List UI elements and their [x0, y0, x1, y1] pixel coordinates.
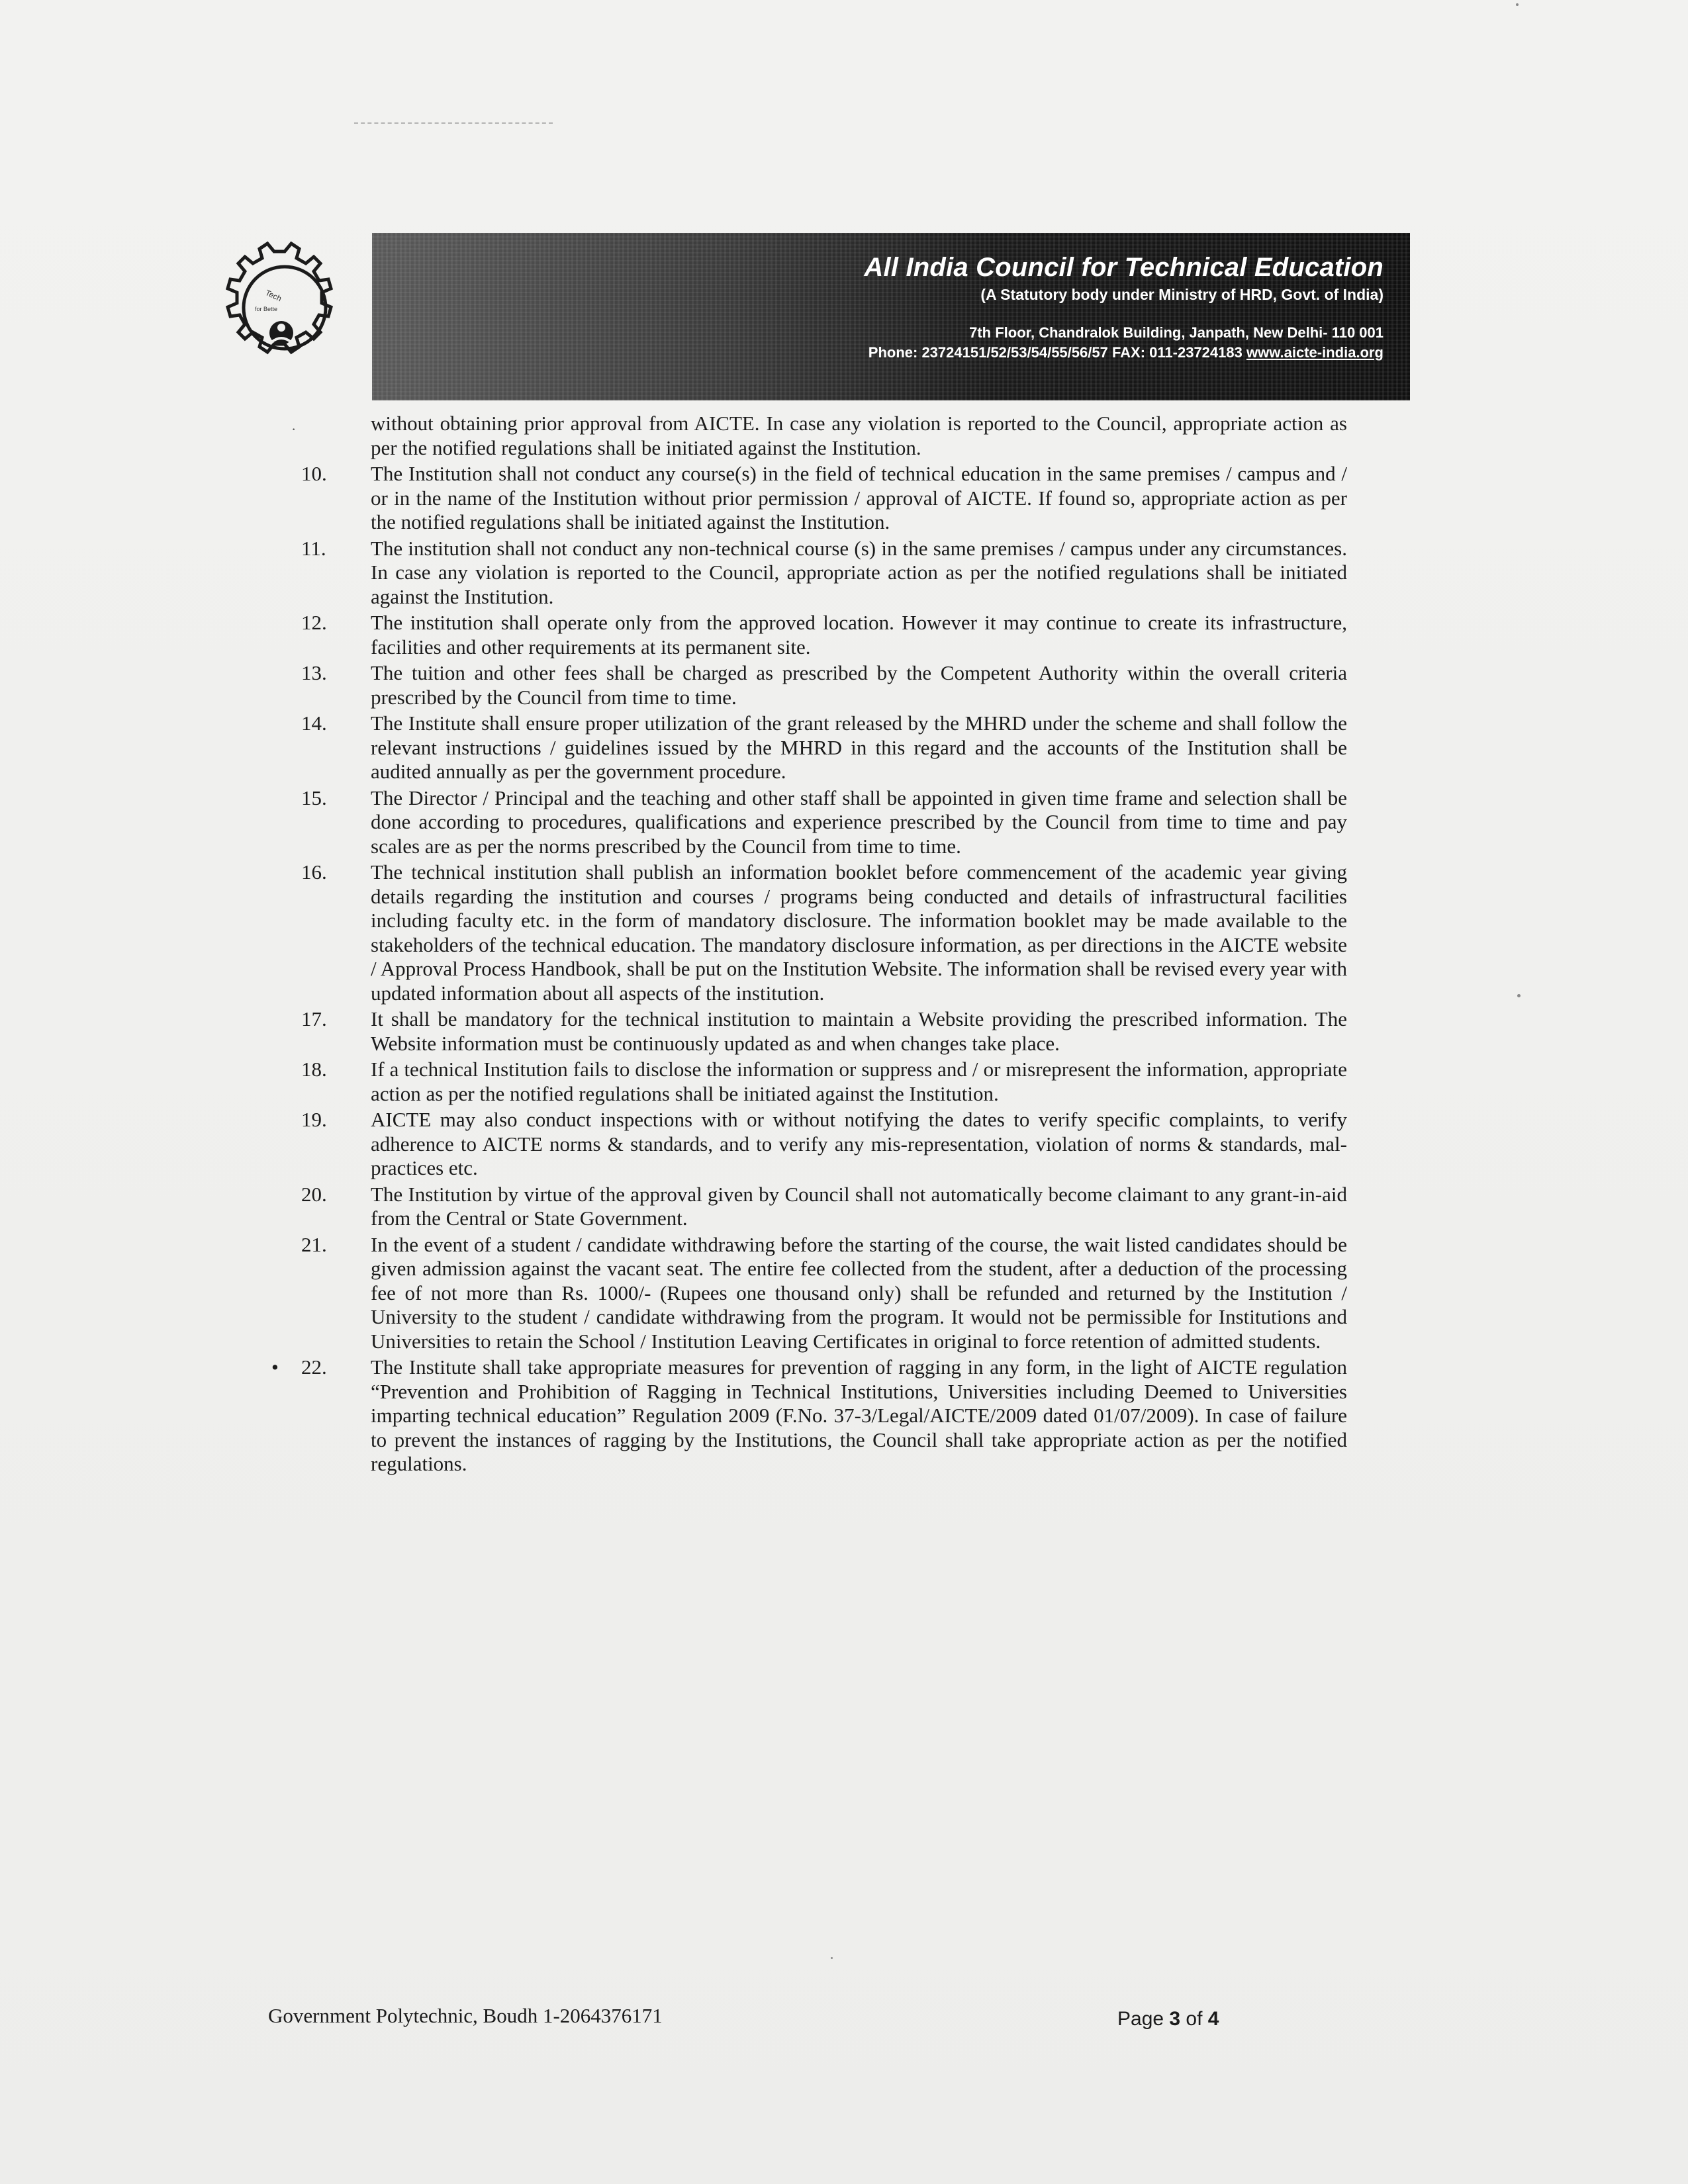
clause-16 — [301, 860, 1347, 1005]
clause-17 — [301, 1007, 1347, 1056]
clause-text: The technical institution shall publish an information booklet before commencement of the academic year giving details regarding the institution and courses / programs being conducted and details of infrastructural facilities including faculty etc. in the form of mandatory disclosure. The information booklet may be made available to the stakeholders of the technical education. The mandatory disclosure information, as per directions in the AICTE website / Approval Process Handbook, shall be put on the Institution Website. The information shall be revised every year with updated information about all aspects of the institution. — [371, 860, 1347, 1005]
clause-text: The institution shall not conduct any non-technical course (s) in the same premises / campus under any circumstances. In case any violation is reported to the Council, appropriate action as per the notified regulations shall be initiated against the Institution. — [371, 536, 1347, 608]
clause-text: The tuition and other fees shall be charged as prescribed by the Competent Authority within the overall criteria prescribed by the Council from time to time. — [371, 661, 1347, 709]
bullet-dot: • — [271, 1355, 279, 1379]
clause-number: 18. — [301, 1058, 327, 1081]
organization-address: 7th Floor, Chandralok Building, Janpath, New Delhi- 110 001 — [969, 324, 1383, 341]
scan-dot: · — [291, 421, 297, 437]
clause-number: 20. — [301, 1182, 327, 1206]
clause-13 — [301, 661, 1347, 709]
clause-22 — [271, 1355, 1347, 1477]
clause-number: 17. — [301, 1007, 327, 1030]
clause-14 — [301, 711, 1347, 784]
clause-text: If a technical Institution fails to disclose the information or suppress and / or misrepresent the information, appropriate action as per the notified regulations shall be initiated against the Institution. — [371, 1058, 1347, 1105]
organization-subtitle: (A Statutory body under Ministry of HRD, Govt. of India) — [980, 286, 1383, 303]
aicte-gear-logo-icon — [218, 222, 351, 381]
page-mid: of — [1180, 2008, 1208, 2030]
scan-speck — [1517, 994, 1521, 997]
svg-text:for Bette: for Bette — [255, 306, 278, 312]
clause-text: The Institute shall ensure proper utilization of the grant released by the MHRD under the scheme and shall follow the relevant instructions / guidelines issued by the MHRD in this regard and the accounts of the Institution shall be audited annually as per the government procedure. — [371, 711, 1347, 783]
clause-number: 14. — [301, 711, 327, 735]
phone-fax-text: Phone: 23724151/52/53/54/55/56/57 FAX: 011-23724183 — [868, 344, 1243, 361]
clause-text: The institution shall operate only from the approved location. However it may continue to create its infrastructure, facilities and other requirements at its permanent site. — [371, 611, 1347, 659]
clause-continuation — [301, 412, 1347, 460]
clause-text: It shall be mandatory for the technical institution to maintain a Website providing the prescribed information. The Website information must be continuously updated as and when changes take place. — [371, 1007, 1347, 1055]
clause-21 — [301, 1233, 1347, 1354]
clause-number: 19. — [301, 1108, 327, 1131]
page-prefix: Page — [1117, 2008, 1170, 2030]
clause-20 — [301, 1183, 1347, 1231]
clause-number: 10. — [301, 462, 327, 485]
clause-text: In the event of a student / candidate withdrawing before the starting of the course, the wait listed candidates should be given admission against the vacant seat. The entire fee collected from the student, after a deduction of the processing fee of not more than Rs. 1000/- (Rupees one thousand only) shall be refunded and returned by the Institution / University to the student / candidate withdrawing from the program. It would not be permissible for Institutions and Universities to retain the School / Institution Leaving Certificates in original to force retention of admitted students. — [371, 1232, 1347, 1353]
clause-list — [271, 412, 1347, 1479]
clause-text: AICTE may also conduct inspections with or without notifying the dates to verify specific complaints, to verify adherence to AICTE norms & standards, and to verify any mis-representation, violation of norms & standards, mal-practices etc. — [371, 1108, 1347, 1179]
clause-text: The Institute shall take appropriate measures for prevention of ragging in any form, in the light of AICTE regulation “Prevention and Prohibition of Ragging in Technical Institutions, Universities including Deemed to Universities imparting technical education” Regulation 2009 (F.No. 37-3/Legal/AICTE/2009 dated 01/07/2009). In case of failure to prevent the instances of ragging by the Institutions, the Council shall take appropriate action as per the notified regulations. — [371, 1355, 1347, 1475]
clause-text: The Institution shall not conduct any course(s) in the field of technical education in the same premises / campus and / or in the name of the Institution without prior permission / approval of AICTE. If found so, appropriate action as per the notified regulations shall be initiated against the Institution. — [371, 462, 1347, 533]
clause-text: The Institution by virtue of the approval given by Council shall not automatically become claimant to any grant-in-aid from the Central or State Government. — [371, 1182, 1347, 1230]
clause-12 — [301, 611, 1347, 659]
letterhead-banner — [372, 233, 1410, 400]
scan-artifact-line — [354, 122, 553, 126]
clause-text: The Director / Principal and the teaching and other staff shall be appointed in given time frame and selection shall be done according to procedures, qualifications and experience prescribed by the Council from time to time and pay scales are as per the norms prescribed by the Council from time to time. — [371, 786, 1347, 858]
scan-speck — [831, 1957, 833, 1959]
footer-page-number — [1117, 2008, 1219, 2030]
clause-number: 11. — [301, 536, 326, 560]
clause-text: without obtaining prior approval from AICTE. In case any violation is reported to the Council, appropriate action as per the notified regulations shall be initiated against the Institution. — [371, 412, 1347, 459]
clause-10 — [301, 462, 1347, 535]
page-current: 3 — [1169, 2008, 1181, 2030]
clause-number: 21. — [301, 1232, 327, 1256]
website-link[interactable]: www.aicte-india.org — [1246, 344, 1383, 361]
page-total: 4 — [1207, 2008, 1219, 2030]
clause-number: 15. — [301, 786, 327, 809]
clause-19 — [301, 1108, 1347, 1181]
organization-contact — [372, 343, 1383, 363]
organization-name: All India Council for Technical Education — [864, 253, 1383, 282]
clause-number: 12. — [301, 611, 327, 634]
clause-number: 22. — [301, 1355, 327, 1379]
clause-number: 13. — [301, 661, 327, 684]
svg-text:Tech: Tech — [263, 288, 283, 304]
clause-number: 16. — [301, 860, 327, 884]
clause-18 — [301, 1058, 1347, 1106]
clause-11 — [301, 537, 1347, 610]
clause-15 — [301, 786, 1347, 859]
scan-speck — [1516, 3, 1519, 6]
footer-institution: Government Polytechnic, Boudh 1-2064376171 — [268, 2004, 663, 2027]
